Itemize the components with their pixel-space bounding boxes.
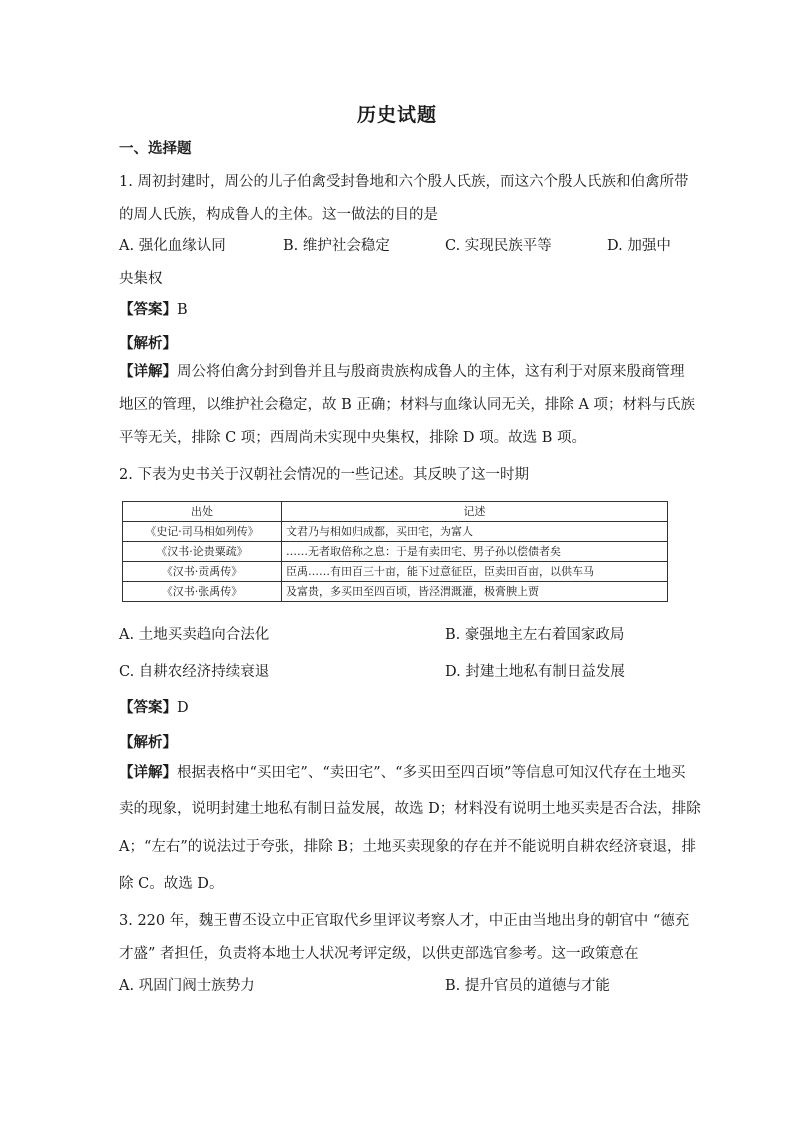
q1-option-a: A. 强化血缘认同	[119, 238, 226, 254]
q1-detail-line-3: 平等无关，排除 C 项；西周尚未实现中央集权，排除 D 项。故选 B 项。	[119, 430, 587, 446]
q2-stem-line-1: 2. 下表为史书关于汉朝社会情况的一些记述。其反映了这一时期	[119, 467, 529, 483]
table-cell-source: 《汉书·张禹传》	[123, 582, 282, 602]
table-cell-source: 《汉书·论贵粟疏》	[123, 542, 282, 562]
q2-detail-line-1	[119, 763, 685, 783]
q2-option-c: C. 自耕农经济持续衰退	[119, 664, 270, 680]
q1-option-c: C. 实现民族平等	[445, 238, 552, 254]
q3-option-a: A. 巩固门阀士族势力	[119, 978, 255, 994]
table-cell-record: ……无者取倍称之息：于是有卖田宅、男子孙以偿债者矣	[282, 542, 668, 562]
section-heading: 一、选择题	[119, 140, 192, 157]
q2-detail-line-2: 卖的现象，说明封建土地私有制日益发展，故选 D；材料没有说明土地买卖是否合法，排除	[119, 801, 701, 817]
answer-value: B	[177, 302, 188, 318]
q2-detail-line-4: 除 C。故选 D。	[119, 876, 224, 892]
detail-text: 根据表格中“买田宅”、“卖田宅”、“多买田至四百顷”等信息可知汉代存在土地买	[177, 765, 686, 781]
table-row	[123, 522, 668, 542]
q1-answer	[119, 300, 188, 320]
q1-analysis-tag: 【解析】	[119, 335, 177, 352]
q1-option-d: D. 加强中	[607, 238, 671, 254]
q1-detail-line-1	[119, 362, 685, 382]
table-cell-source: 《史记·司马相如列传》	[123, 522, 282, 542]
detail-tag: 【详解】	[119, 363, 177, 380]
table-cell-record: 及富贵，多买田至四百顷，皆泾渭溉灌，极膏腴上贾	[282, 582, 668, 602]
q2-option-a: A. 土地买卖趋向合法化	[119, 627, 270, 643]
answer-value: D	[177, 700, 189, 716]
table-row	[123, 582, 668, 602]
detail-text: 周公将伯禽分封到鲁并且与殷商贵族构成鲁人的主体，这有利于对原来殷商管理	[177, 364, 685, 380]
answer-tag: 【答案】	[119, 699, 177, 716]
page-title: 历史试题	[356, 104, 437, 126]
table-header-row	[123, 502, 668, 522]
table-cell-source: 《汉书·贡禹传》	[123, 562, 282, 582]
table-row	[123, 542, 668, 562]
q1-detail-line-2: 地区的管理，以维护社会稳定，故 B 正确；材料与血缘认同无关，排除 A 项；材料与氏族	[119, 397, 696, 413]
table-header-record: 记述	[282, 502, 668, 522]
q2-analysis-tag: 【解析】	[119, 734, 177, 751]
q3-stem-line-1: 3. 220 年，魏王曹丕设立中正官取代乡里评议考察人才，中正由当地出身的朝官中 “德充	[119, 913, 690, 929]
q2-answer	[119, 698, 189, 718]
q3-option-b: B. 提升官员的道德与才能	[445, 978, 610, 994]
answer-tag: 【答案】	[119, 301, 177, 318]
q3-stem-line-2: 才盛” 者担任，负责将本地士人状况考评定级，以供吏部选官参考。这一政策意在	[119, 946, 639, 962]
q1-option-b: B. 维护社会稳定	[283, 238, 390, 254]
table-cell-record: 臣禹……有田百三十亩，能下过意征臣，臣卖田百亩，以供车马	[282, 562, 668, 582]
table-row	[123, 562, 668, 582]
q1-stem-line-1: 1. 周初封建时，周公的儿子伯禽受封鲁地和六个殷人氏族，而这六个殷人氏族和伯禽所带	[119, 174, 689, 190]
table-header-source: 出处	[123, 502, 282, 522]
source-table	[122, 501, 668, 602]
q2-option-d: D. 封建土地私有制日益发展	[445, 664, 625, 680]
detail-tag: 【详解】	[119, 764, 177, 781]
table-cell-record: 文君乃与相如归成都，买田宅，为富人	[282, 522, 668, 542]
q1-stem-line-2: 的周人氏族，构成鲁人的主体。这一做法的目的是	[119, 207, 438, 223]
q2-option-b: B. 豪强地主左右着国家政局	[445, 627, 625, 643]
q1-option-d-continued: 央集权	[119, 271, 163, 287]
q2-detail-line-3: A；“左右”的说法过于夸张，排除 B；土地买卖现象的存在并不能说明自耕农经济衰退，排	[119, 839, 697, 855]
